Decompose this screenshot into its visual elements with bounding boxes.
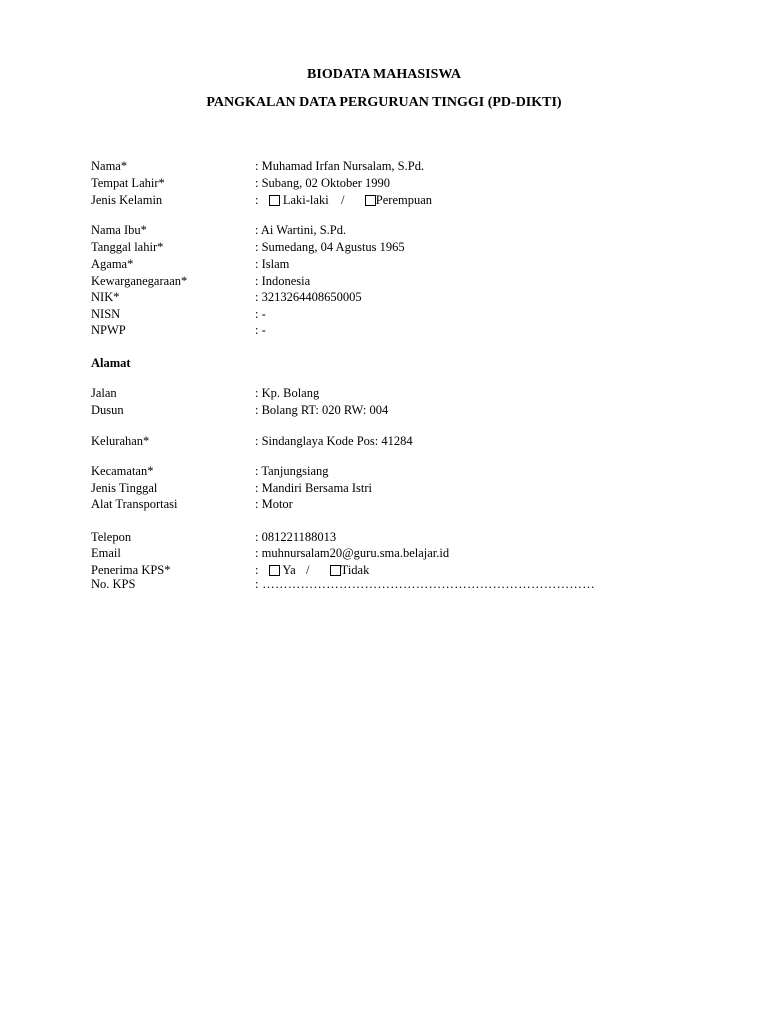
label-jalan: Jalan xyxy=(91,386,117,400)
value-kecamatan: : Tanjungsiang xyxy=(255,464,329,478)
value-kelurahan: : Sindanglaya Kode Pos: 41284 xyxy=(255,434,413,448)
label-nisn: NISN xyxy=(91,307,121,321)
option-ya: Ya xyxy=(282,563,296,577)
option-tidak: Tidak xyxy=(340,563,370,577)
label-penerima-kps: Penerima KPS* xyxy=(91,563,171,577)
separator-slash: / xyxy=(305,563,310,577)
value-agama: : Islam xyxy=(255,257,290,271)
label-nama-ibu: Nama Ibu* xyxy=(91,223,147,237)
label-jenis-tinggal: Jenis Tinggal xyxy=(91,481,158,495)
label-kewarganegaraan: Kewarganegaraan* xyxy=(91,274,188,288)
label-jenis-kelamin: Jenis Kelamin xyxy=(91,193,163,207)
option-laki-laki: Laki-laki xyxy=(282,193,329,207)
value-kewarganegaraan: : Indonesia xyxy=(255,274,311,288)
label-dusun: Dusun xyxy=(91,403,124,417)
label-email: Email xyxy=(91,546,121,560)
value-jenis-tinggal: : Mandiri Bersama Istri xyxy=(255,481,372,495)
value-telepon: : 081221188013 xyxy=(255,530,337,544)
value-npwp: : - xyxy=(255,323,266,337)
label-telepon: Telepon xyxy=(91,530,132,544)
value-nama: : Muhamad Irfan Nursalam, S.Pd. xyxy=(255,159,425,173)
value-no-kps: : …………………………………………………………………… xyxy=(255,577,595,591)
value-tempat-lahir: : Subang, 02 Oktober 1990 xyxy=(255,176,391,190)
value-nama-ibu: : Ai Wartini, S.Pd. xyxy=(255,223,347,237)
label-nama: Nama* xyxy=(91,159,128,173)
colon: : xyxy=(255,193,259,207)
separator-slash: / xyxy=(340,193,345,207)
value-alat-transportasi: : Motor xyxy=(255,497,293,511)
value-nisn: : - xyxy=(255,307,266,321)
value-nik: : 3213264408650005 xyxy=(255,290,362,304)
colon: : xyxy=(255,563,259,577)
option-perempuan: Perempuan xyxy=(375,193,433,207)
label-alat-transportasi: Alat Transportasi xyxy=(91,497,178,511)
label-kelurahan: Kelurahan* xyxy=(91,434,150,448)
label-npwp: NPWP xyxy=(91,323,126,337)
section-heading-alamat: Alamat xyxy=(91,356,131,370)
label-tempat-lahir: Tempat Lahir* xyxy=(91,176,165,190)
label-nik: NIK* xyxy=(91,290,120,304)
checkbox-tidak[interactable] xyxy=(330,565,341,576)
value-tanggal-lahir: : Sumedang, 04 Agustus 1965 xyxy=(255,240,405,254)
label-kecamatan: Kecamatan* xyxy=(91,464,154,478)
label-tanggal-lahir: Tanggal lahir* xyxy=(91,240,164,254)
document-title: BIODATA MAHASISWA xyxy=(307,67,461,82)
document-subtitle: PANGKALAN DATA PERGURUAN TINGGI (PD-DIKTI) xyxy=(206,95,562,110)
value-jenis-kelamin xyxy=(255,192,432,208)
checkbox-perempuan[interactable] xyxy=(365,195,376,206)
label-agama: Agama* xyxy=(91,257,134,271)
value-dusun: : Bolang RT: 020 RW: 004 xyxy=(255,403,389,417)
checkbox-ya[interactable] xyxy=(269,565,280,576)
label-no-kps: No. KPS xyxy=(91,577,136,591)
checkbox-laki-laki[interactable] xyxy=(269,195,280,206)
value-jalan: : Kp. Bolang xyxy=(255,386,320,400)
value-email: : muhnursalam20@guru.sma.belajar.id xyxy=(255,546,450,560)
